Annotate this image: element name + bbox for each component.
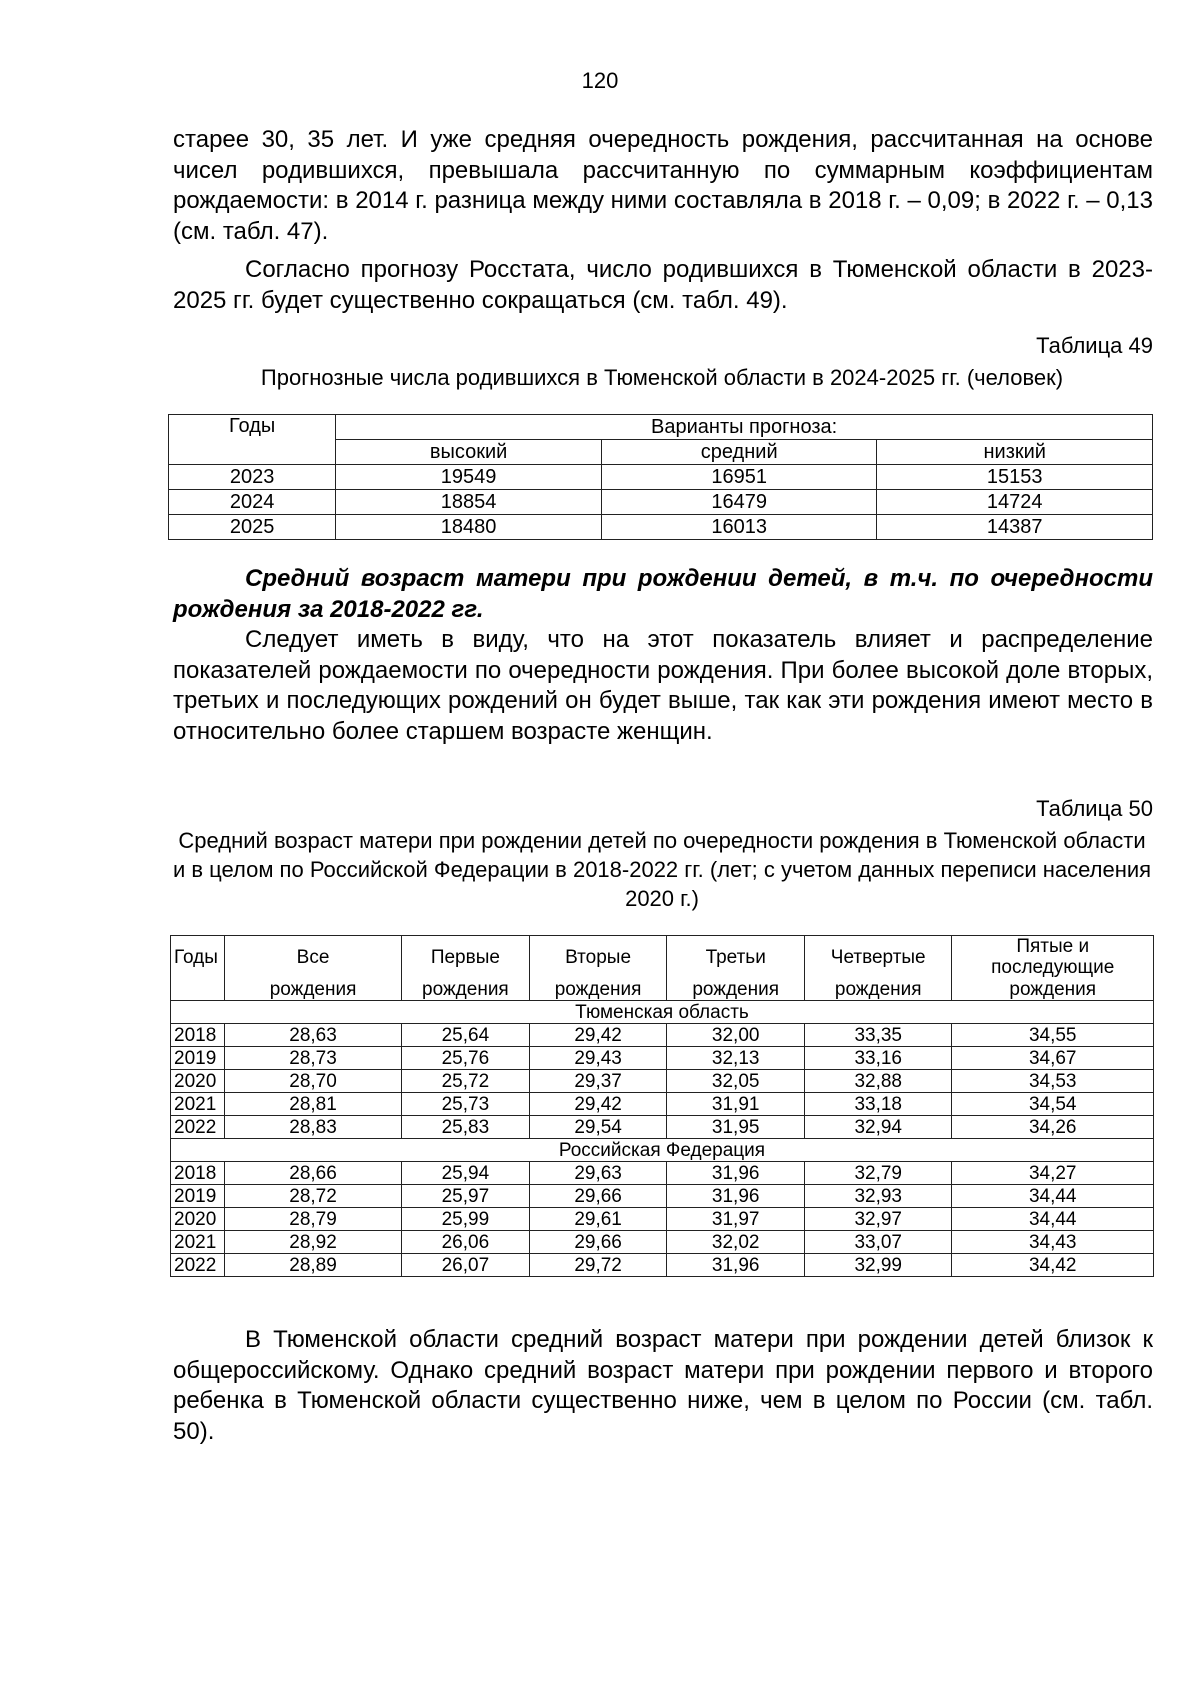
table-cell: 32,94: [805, 1116, 952, 1139]
page-number: 120: [581, 68, 619, 93]
table-cell: 34,26: [952, 1116, 1154, 1139]
table-cell: 32,97: [805, 1208, 952, 1231]
header-cell: Вторые: [529, 936, 667, 979]
header-cell: Четвертые: [805, 936, 952, 979]
table-cell: 34,44: [952, 1185, 1154, 1208]
table-cell: 34,44: [952, 1208, 1154, 1231]
header-cell: высокий: [336, 440, 602, 465]
table-row: [169, 490, 1153, 515]
table-cell: 34,27: [952, 1162, 1154, 1185]
header-cell: Третьи: [667, 936, 805, 979]
section-heading: Средний возраст матери при рождении детей, в т.ч. по очередности рождения за 2018-2022 гг.: [173, 565, 1153, 623]
table-cell: 32,05: [667, 1070, 805, 1093]
table-row: [171, 1047, 1154, 1070]
table-cell: 32,13: [667, 1047, 805, 1070]
table-cell: Тюменская область: [171, 1001, 1154, 1024]
table-row: [171, 1116, 1154, 1139]
header-cell: Варианты прогноза:: [336, 415, 1153, 440]
table-cell: 33,16: [805, 1047, 952, 1070]
table-cell: 25,94: [402, 1162, 530, 1185]
paragraph-3: [173, 625, 1153, 747]
table-row: [171, 1093, 1154, 1116]
table-cell: 2022: [171, 1116, 225, 1139]
table-cell: 2020: [171, 1208, 225, 1231]
table-cell: 29,72: [529, 1254, 667, 1277]
table-cell: 34,42: [952, 1254, 1154, 1277]
header-cell: Первые: [402, 936, 530, 979]
table-cell: 2021: [171, 1231, 225, 1254]
table-cell: 28,81: [225, 1093, 402, 1116]
table-cell: 34,67: [952, 1047, 1154, 1070]
table-cell: 34,43: [952, 1231, 1154, 1254]
header-cell: низкий: [877, 440, 1153, 465]
table-row: [171, 1254, 1154, 1277]
table-cell: 32,99: [805, 1254, 952, 1277]
table-cell: 25,97: [402, 1185, 530, 1208]
header-cell: [171, 978, 225, 1001]
table-cell: 34,55: [952, 1024, 1154, 1047]
table-50-caption: Средний возраст матери при рождении детей по очередности рождения в Тюменской области и в целом по Российской Федерации в 2018-2022 гг. (лет; с учетом данных переписи населения 2020 г.): [172, 828, 1152, 911]
table-cell: 32,79: [805, 1162, 952, 1185]
table-cell: 33,07: [805, 1231, 952, 1254]
table-cell: 28,66: [225, 1162, 402, 1185]
table-cell: 2020: [171, 1070, 225, 1093]
table-cell: 33,18: [805, 1093, 952, 1116]
table-49: [168, 414, 1153, 540]
table-cell: 28,72: [225, 1185, 402, 1208]
table-cell: 32,93: [805, 1185, 952, 1208]
header-cell: рождения: [667, 978, 805, 1001]
table-cell: 28,73: [225, 1047, 402, 1070]
table-row: [171, 1162, 1154, 1185]
table-cell: 2025: [169, 515, 336, 540]
table-cell: 31,96: [667, 1185, 805, 1208]
table-cell: 15153: [877, 465, 1153, 490]
table-cell: 18854: [336, 490, 602, 515]
table-cell: 31,91: [667, 1093, 805, 1116]
paragraph-text: Согласно прогнозу Росстата, число родившихся в Тюменской области в 2023-2025 гг. будет существенно сокращаться (см. табл. 49).: [173, 256, 1153, 314]
table-cell: 25,83: [402, 1116, 530, 1139]
paragraph-1: [173, 125, 1153, 316]
paragraph-4: [173, 1325, 1153, 1447]
header-row: [171, 978, 1154, 1001]
table-cell: 33,35: [805, 1024, 952, 1047]
table-row: [171, 1070, 1154, 1093]
table-cell: 34,54: [952, 1093, 1154, 1116]
header-cell: рождения: [225, 978, 402, 1001]
table-row: [171, 1231, 1154, 1254]
table-cell: 28,79: [225, 1208, 402, 1231]
table-cell: 2019: [171, 1185, 225, 1208]
table-cell: 28,83: [225, 1116, 402, 1139]
header-cell: Годы: [171, 936, 225, 979]
table-cell: 29,66: [529, 1231, 667, 1254]
table-cell: 16479: [601, 490, 877, 515]
table-cell: 31,96: [667, 1162, 805, 1185]
table-cell: 26,06: [402, 1231, 530, 1254]
table-cell: 29,42: [529, 1024, 667, 1047]
table-row: [171, 1208, 1154, 1231]
header-cell: Годы: [169, 415, 336, 465]
paragraph-text: Следует иметь в виду, что на этот показатель влияет и распределение показателей рождаемости по очередности рождения. При более высокой доле вторых, третьих и последующих рождений он будет выше, так как эти рождения имеют место в относительно более старшем возрасте женщин.: [173, 626, 1153, 745]
table-cell: 28,63: [225, 1024, 402, 1047]
table-cell: 25,72: [402, 1070, 530, 1093]
table-cell: 29,54: [529, 1116, 667, 1139]
table-cell: 26,07: [402, 1254, 530, 1277]
table-cell: 32,02: [667, 1231, 805, 1254]
table-49-caption: Прогнозные числа родившихся в Тюменской области в 2024-2025 гг. (человек): [260, 365, 1064, 390]
section-row: [171, 1001, 1154, 1024]
table-cell: 16951: [601, 465, 877, 490]
table-cell: 29,42: [529, 1093, 667, 1116]
table-cell: 2018: [171, 1162, 225, 1185]
table-cell: 29,61: [529, 1208, 667, 1231]
table-50-label: Таблица 50: [1036, 796, 1153, 821]
table-cell: 34,53: [952, 1070, 1154, 1093]
table-cell: 16013: [601, 515, 877, 540]
header-cell: Все: [225, 936, 402, 979]
table-cell: 28,89: [225, 1254, 402, 1277]
table-cell: 19549: [336, 465, 602, 490]
table-cell: 31,96: [667, 1254, 805, 1277]
section-row: [171, 1139, 1154, 1162]
table-cell: 2022: [171, 1254, 225, 1277]
table-cell: 32,88: [805, 1070, 952, 1093]
table-cell: 29,37: [529, 1070, 667, 1093]
table-row: [171, 1185, 1154, 1208]
table-cell: Российская Федерация: [171, 1139, 1154, 1162]
paragraph-text: В Тюменской области средний возраст матери при рождении детей близок к общероссийскому. Однако средний возраст матери при рождении первого и второго ребенка в Тюменской области существенно ниже, чем в целом по России (см. табл. 50).: [173, 1326, 1153, 1445]
table-50: [170, 935, 1154, 1277]
table-cell: 25,99: [402, 1208, 530, 1231]
table-cell: 18480: [336, 515, 602, 540]
header-cell: рождения: [805, 978, 952, 1001]
table-cell: 2018: [171, 1024, 225, 1047]
table-cell: 2019: [171, 1047, 225, 1070]
table-cell: 29,63: [529, 1162, 667, 1185]
table-cell: 2024: [169, 490, 336, 515]
header-cell: рождения: [402, 978, 530, 1001]
table-row: [169, 515, 1153, 540]
table-cell: 28,92: [225, 1231, 402, 1254]
header-row: [171, 936, 1154, 979]
header-cell: рождения: [529, 978, 667, 1001]
table-cell: 25,76: [402, 1047, 530, 1070]
table-cell: 31,95: [667, 1116, 805, 1139]
table-row: [169, 465, 1153, 490]
header-cell: рождения: [952, 978, 1154, 1001]
table-cell: 25,64: [402, 1024, 530, 1047]
table-49-label: Таблица 49: [1036, 333, 1153, 358]
table-cell: 29,43: [529, 1047, 667, 1070]
table-cell: 2021: [171, 1093, 225, 1116]
header-cell: средний: [601, 440, 877, 465]
table-cell: 14724: [877, 490, 1153, 515]
table-cell: 32,00: [667, 1024, 805, 1047]
table-cell: 31,97: [667, 1208, 805, 1231]
table-cell: 29,66: [529, 1185, 667, 1208]
table-cell: 25,73: [402, 1093, 530, 1116]
table-cell: 14387: [877, 515, 1153, 540]
header-cell: Пятые и последующие: [952, 936, 1154, 979]
table-row: [171, 1024, 1154, 1047]
paragraph-text: старее 30, 35 лет. И уже средняя очередность рождения, рассчитанная на основе чисел родившихся, превышала рассчитанную по суммарным коэффициентам рождаемости: в 2014 г. разница между ними составляла в 2018 г. – 0,09; в 2022 г. – 0,13 (см. табл. 47).: [173, 126, 1153, 245]
table-cell: 28,70: [225, 1070, 402, 1093]
table-cell: 2023: [169, 465, 336, 490]
